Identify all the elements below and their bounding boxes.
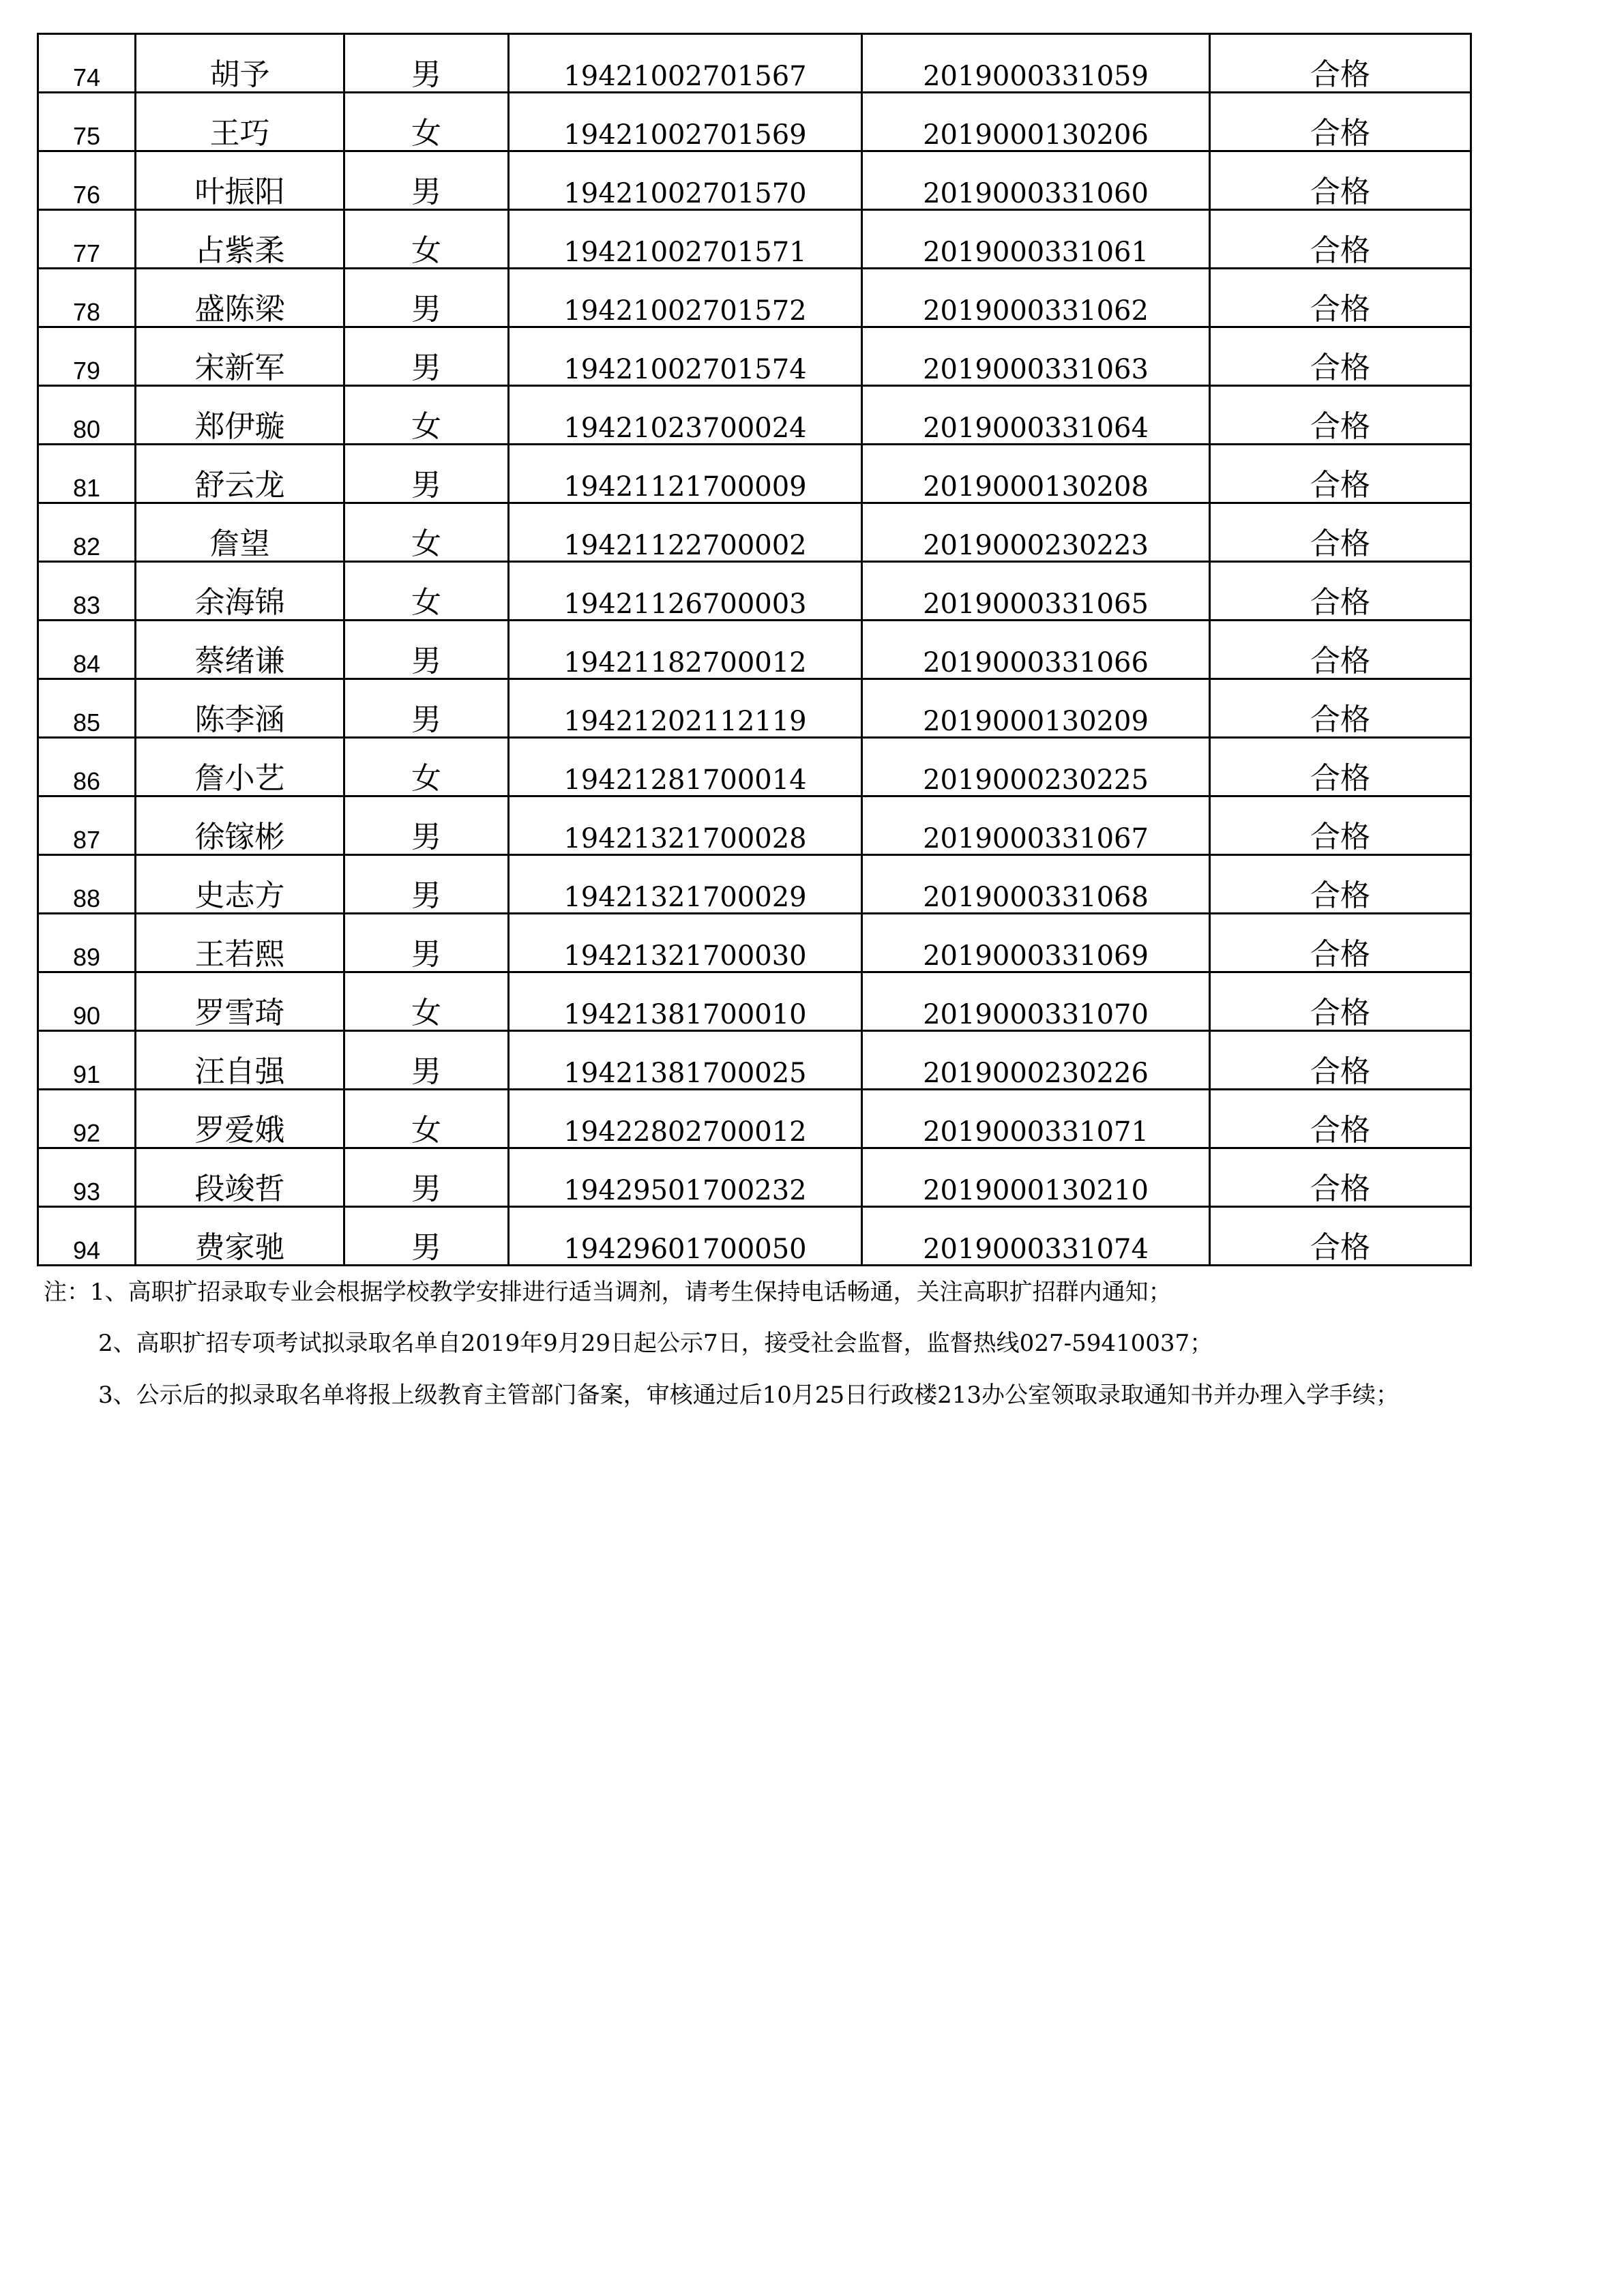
cell-admission-number: 2019000331062 <box>862 269 1210 327</box>
cell-serial-number: 81 <box>38 445 136 503</box>
cell-result: 合格 <box>1210 386 1471 445</box>
table-row <box>38 93 1471 151</box>
note-3: 3、公示后的拟录取名单将报上级教育主管部门备案，审核通过后10月25日行政楼213办公室领取录取通知书并办理入学手续； <box>98 1381 1400 1409</box>
table-row <box>38 621 1471 679</box>
cell-name: 汪自强 <box>136 1031 344 1090</box>
cell-serial-number: 77 <box>38 210 136 269</box>
cell-name: 占紫柔 <box>136 210 344 269</box>
cell-result: 合格 <box>1210 796 1471 855</box>
note-1: 注：1、高职扩招录取专业会根据学校教学安排进行适当调剂，请考生保持电话畅通，关注高职扩招群内通知； <box>44 1279 1172 1306</box>
cell-result: 合格 <box>1210 503 1471 562</box>
cell-gender: 女 <box>344 972 509 1031</box>
cell-gender: 女 <box>344 562 509 621</box>
cell-result: 合格 <box>1210 1148 1471 1207</box>
cell-exam-number: 19421182700012 <box>509 621 862 679</box>
cell-name: 罗雪琦 <box>136 972 344 1031</box>
cell-name: 史志方 <box>136 855 344 914</box>
cell-result: 合格 <box>1210 738 1471 796</box>
cell-gender: 女 <box>344 93 509 151</box>
cell-serial-number: 78 <box>38 269 136 327</box>
cell-gender: 男 <box>344 1031 509 1090</box>
cell-serial-number: 85 <box>38 679 136 738</box>
cell-exam-number: 19421122700002 <box>509 503 862 562</box>
cell-name: 盛陈梁 <box>136 269 344 327</box>
cell-result: 合格 <box>1210 210 1471 269</box>
cell-serial-number: 92 <box>38 1090 136 1148</box>
cell-serial-number: 75 <box>38 93 136 151</box>
table-row <box>38 503 1471 562</box>
table-row <box>38 1148 1471 1207</box>
cell-admission-number: 2019000331067 <box>862 796 1210 855</box>
cell-serial-number: 88 <box>38 855 136 914</box>
admission-table <box>37 33 1472 1266</box>
cell-gender: 男 <box>344 914 509 972</box>
cell-exam-number: 19421121700009 <box>509 445 862 503</box>
cell-exam-number: 19421023700024 <box>509 386 862 445</box>
cell-result: 合格 <box>1210 445 1471 503</box>
cell-name: 詹望 <box>136 503 344 562</box>
cell-serial-number: 90 <box>38 972 136 1031</box>
cell-name: 王若熙 <box>136 914 344 972</box>
cell-serial-number: 91 <box>38 1031 136 1090</box>
cell-exam-number: 19429501700232 <box>509 1148 862 1207</box>
cell-exam-number: 19421002701567 <box>509 34 862 93</box>
cell-name: 王巧 <box>136 93 344 151</box>
cell-gender: 男 <box>344 327 509 386</box>
cell-result: 合格 <box>1210 327 1471 386</box>
cell-exam-number: 19422802700012 <box>509 1090 862 1148</box>
cell-name: 蔡绪谦 <box>136 621 344 679</box>
cell-exam-number: 19421002701571 <box>509 210 862 269</box>
cell-exam-number: 19421321700030 <box>509 914 862 972</box>
cell-result: 合格 <box>1210 972 1471 1031</box>
cell-serial-number: 74 <box>38 34 136 93</box>
cell-admission-number: 2019000130206 <box>862 93 1210 151</box>
cell-serial-number: 86 <box>38 738 136 796</box>
cell-serial-number: 87 <box>38 796 136 855</box>
notes-section <box>44 1274 1476 1428</box>
table-row <box>38 562 1471 621</box>
table-row <box>38 1090 1471 1148</box>
cell-exam-number: 19421381700025 <box>509 1031 862 1090</box>
cell-name: 余海锦 <box>136 562 344 621</box>
cell-admission-number: 2019000331063 <box>862 327 1210 386</box>
note-2: 2、高职扩招专项考试拟录取名单自2019年9月29日起公示7日，接受社会监督，监督热线027-59410037； <box>98 1330 1213 1358</box>
table-row <box>38 386 1471 445</box>
cell-exam-number: 19421002701574 <box>509 327 862 386</box>
cell-gender: 男 <box>344 34 509 93</box>
cell-result: 合格 <box>1210 1031 1471 1090</box>
cell-exam-number: 19421002701570 <box>509 151 862 210</box>
cell-admission-number: 2019000331066 <box>862 621 1210 679</box>
cell-name: 陈李涵 <box>136 679 344 738</box>
cell-serial-number: 82 <box>38 503 136 562</box>
cell-exam-number: 19421321700029 <box>509 855 862 914</box>
cell-admission-number: 2019000331068 <box>862 855 1210 914</box>
cell-gender: 男 <box>344 855 509 914</box>
cell-admission-number: 2019000130209 <box>862 679 1210 738</box>
cell-admission-number: 2019000331069 <box>862 914 1210 972</box>
cell-name: 宋新军 <box>136 327 344 386</box>
table-row <box>38 445 1471 503</box>
cell-result: 合格 <box>1210 269 1471 327</box>
cell-result: 合格 <box>1210 1207 1471 1266</box>
cell-name: 费家驰 <box>136 1207 344 1266</box>
cell-admission-number: 2019000331071 <box>862 1090 1210 1148</box>
cell-admission-number: 2019000331059 <box>862 34 1210 93</box>
cell-admission-number: 2019000331065 <box>862 562 1210 621</box>
cell-gender: 男 <box>344 1148 509 1207</box>
cell-exam-number: 19421126700003 <box>509 562 862 621</box>
cell-result: 合格 <box>1210 562 1471 621</box>
table-row <box>38 679 1471 738</box>
cell-name: 段竣哲 <box>136 1148 344 1207</box>
admission-table-body <box>38 34 1471 1266</box>
cell-result: 合格 <box>1210 621 1471 679</box>
cell-exam-number: 19421002701569 <box>509 93 862 151</box>
table-row <box>38 210 1471 269</box>
cell-gender: 男 <box>344 269 509 327</box>
cell-serial-number: 80 <box>38 386 136 445</box>
cell-serial-number: 83 <box>38 562 136 621</box>
cell-result: 合格 <box>1210 679 1471 738</box>
cell-admission-number: 2019000331060 <box>862 151 1210 210</box>
cell-admission-number: 2019000230226 <box>862 1031 1210 1090</box>
cell-admission-number: 2019000230223 <box>862 503 1210 562</box>
cell-result: 合格 <box>1210 914 1471 972</box>
cell-result: 合格 <box>1210 151 1471 210</box>
cell-gender: 男 <box>344 151 509 210</box>
cell-result: 合格 <box>1210 1090 1471 1148</box>
cell-result: 合格 <box>1210 93 1471 151</box>
cell-gender: 男 <box>344 445 509 503</box>
table-row <box>38 855 1471 914</box>
table-row <box>38 1207 1471 1266</box>
cell-name: 徐镓彬 <box>136 796 344 855</box>
table-row <box>38 738 1471 796</box>
cell-name: 胡予 <box>136 34 344 93</box>
table-row <box>38 796 1471 855</box>
table-row <box>38 972 1471 1031</box>
cell-serial-number: 79 <box>38 327 136 386</box>
cell-gender: 男 <box>344 796 509 855</box>
cell-admission-number: 2019000331074 <box>862 1207 1210 1266</box>
cell-exam-number: 19421381700010 <box>509 972 862 1031</box>
cell-admission-number: 2019000130210 <box>862 1148 1210 1207</box>
cell-serial-number: 76 <box>38 151 136 210</box>
cell-gender: 女 <box>344 1090 509 1148</box>
cell-admission-number: 2019000331064 <box>862 386 1210 445</box>
cell-admission-number: 2019000130208 <box>862 445 1210 503</box>
cell-serial-number: 94 <box>38 1207 136 1266</box>
cell-gender: 女 <box>344 738 509 796</box>
cell-result: 合格 <box>1210 34 1471 93</box>
cell-exam-number: 19429601700050 <box>509 1207 862 1266</box>
table-row <box>38 327 1471 386</box>
cell-gender: 女 <box>344 210 509 269</box>
cell-admission-number: 2019000331061 <box>862 210 1210 269</box>
table-row <box>38 269 1471 327</box>
cell-gender: 女 <box>344 503 509 562</box>
cell-gender: 女 <box>344 386 509 445</box>
cell-exam-number: 19421002701572 <box>509 269 862 327</box>
admission-table-wrapper <box>37 33 1472 1266</box>
cell-admission-number: 2019000230225 <box>862 738 1210 796</box>
cell-name: 詹小艺 <box>136 738 344 796</box>
cell-exam-number: 19421202112119 <box>509 679 862 738</box>
table-row <box>38 34 1471 93</box>
cell-gender: 男 <box>344 1207 509 1266</box>
table-row <box>38 151 1471 210</box>
cell-name: 罗爱娥 <box>136 1090 344 1148</box>
table-row <box>38 914 1471 972</box>
cell-gender: 男 <box>344 679 509 738</box>
cell-name: 叶振阳 <box>136 151 344 210</box>
cell-name: 舒云龙 <box>136 445 344 503</box>
cell-exam-number: 19421321700028 <box>509 796 862 855</box>
cell-serial-number: 84 <box>38 621 136 679</box>
cell-serial-number: 93 <box>38 1148 136 1207</box>
cell-admission-number: 2019000331070 <box>862 972 1210 1031</box>
table-row <box>38 1031 1471 1090</box>
cell-name: 郑伊璇 <box>136 386 344 445</box>
cell-gender: 男 <box>344 621 509 679</box>
cell-serial-number: 89 <box>38 914 136 972</box>
cell-result: 合格 <box>1210 855 1471 914</box>
cell-exam-number: 19421281700014 <box>509 738 862 796</box>
